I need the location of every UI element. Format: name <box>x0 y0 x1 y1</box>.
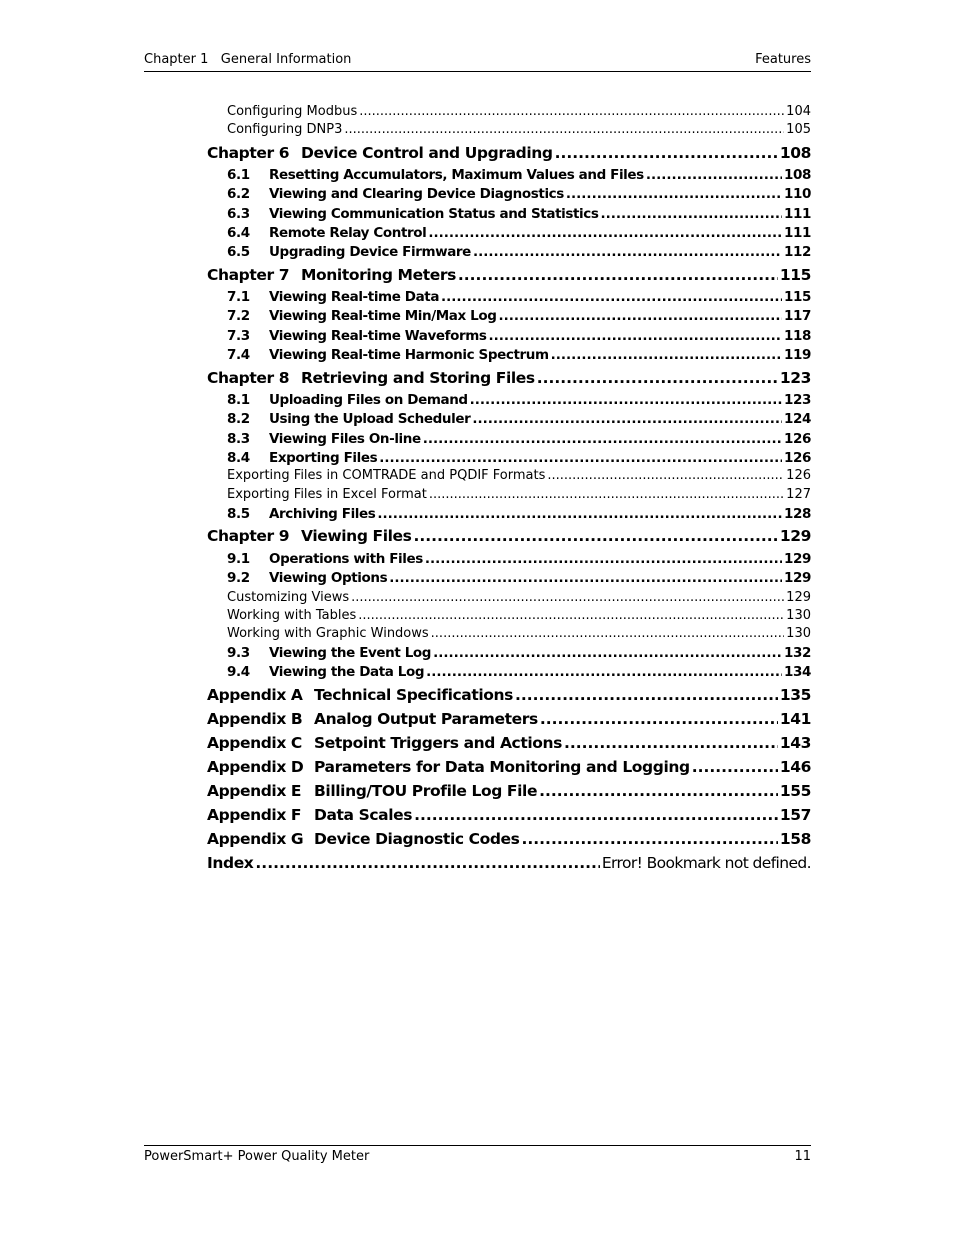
toc-section-entry[interactable] <box>207 450 811 466</box>
header-section-title: Features <box>755 52 811 67</box>
toc-page-number: 143 <box>779 734 811 752</box>
toc-page-number: Error! Bookmark not defined. <box>601 854 811 872</box>
toc-page-number: 141 <box>779 710 811 728</box>
toc-section-entry[interactable] <box>207 664 811 680</box>
toc-page-number: 123 <box>779 369 811 387</box>
toc-entry-title: Configuring DNP3 <box>227 122 343 137</box>
dot-leader <box>601 206 783 222</box>
dot-leader <box>564 734 778 752</box>
toc-entry-title: Parameters for Data Monitoring and Logging <box>314 758 690 776</box>
toc-entry-number: 8.5 <box>227 506 250 522</box>
toc-section-entry[interactable] <box>207 167 811 183</box>
dot-leader <box>379 450 782 466</box>
toc-entry-number: Chapter 9 <box>207 527 290 545</box>
toc-entry-number: Appendix G <box>207 830 304 848</box>
toc-entry-title: Setpoint Triggers and Actions <box>314 734 562 752</box>
dot-leader <box>547 468 784 483</box>
toc-entry-title: Viewing and Clearing Device Diagnostics <box>269 186 564 202</box>
toc-index-entry[interactable] <box>207 854 811 872</box>
toc-entry-text <box>227 328 487 344</box>
toc-page-number: 126 <box>784 450 811 466</box>
toc-chapter-entry[interactable] <box>207 686 811 704</box>
toc-entry-title: Technical Specifications <box>314 686 513 704</box>
toc-subentry[interactable] <box>207 468 811 483</box>
toc-entry-text <box>207 710 538 728</box>
toc-entry-text <box>207 758 690 776</box>
toc-page-number: 129 <box>784 570 811 586</box>
toc-entry-number: Chapter 8 <box>207 369 290 387</box>
toc-page-number: 111 <box>784 225 811 241</box>
toc-section-entry[interactable] <box>207 431 811 447</box>
toc-subentry[interactable] <box>207 487 811 502</box>
dot-leader <box>646 167 782 183</box>
toc-entry-text <box>207 686 513 704</box>
toc-entry-number: 7.3 <box>227 328 250 344</box>
toc-entry-text <box>207 369 535 387</box>
toc-page-number: 104 <box>786 104 811 119</box>
toc-entry-number: Appendix C <box>207 734 302 752</box>
toc-page-number: 111 <box>784 206 811 222</box>
toc-entry-number: 6.4 <box>227 225 250 241</box>
page-footer <box>144 1145 811 1164</box>
toc-entry-title: Viewing Files <box>301 527 412 545</box>
dot-leader <box>358 608 784 623</box>
toc-entry-number: 7.4 <box>227 347 250 363</box>
toc-entry-title: Remote Relay Control <box>269 225 427 241</box>
toc-entry-number: 9.2 <box>227 570 250 586</box>
dot-leader <box>377 506 782 522</box>
toc-entry-title: Viewing Communication Status and Statistics <box>269 206 599 222</box>
toc-page-number: 115 <box>779 266 811 284</box>
toc-entry-text <box>227 244 471 260</box>
toc-entry-text <box>227 206 599 222</box>
toc-entry-text <box>227 551 423 567</box>
toc-section-entry[interactable] <box>207 206 811 222</box>
dot-leader <box>473 244 782 260</box>
toc-entry-title: Configuring Modbus <box>227 104 358 119</box>
dot-leader <box>255 854 599 872</box>
page-header <box>144 51 811 72</box>
toc-page-number: 132 <box>784 645 811 661</box>
toc-chapter-entry[interactable] <box>207 369 811 387</box>
dot-leader <box>441 289 782 305</box>
dot-leader <box>692 758 778 776</box>
toc-page-number: 130 <box>786 626 811 641</box>
toc-chapter-entry[interactable] <box>207 144 811 162</box>
toc-section-entry[interactable] <box>207 411 811 427</box>
toc-page-number: 135 <box>779 686 811 704</box>
toc-entry-title: Device Diagnostic Codes <box>314 830 520 848</box>
toc-entry-title: Upgrading Device Firmware <box>269 244 471 260</box>
toc-page-number: 110 <box>784 186 811 202</box>
toc-subentry[interactable] <box>207 626 811 641</box>
toc-entry-number: 9.3 <box>227 645 250 661</box>
toc-page-number: 112 <box>784 244 811 260</box>
toc-page-number: 157 <box>779 806 811 824</box>
toc-page-number: 108 <box>779 144 811 162</box>
toc-entry-text <box>227 450 377 466</box>
toc-entry-title: Viewing Real-time Data <box>269 289 440 305</box>
toc-entry-title: Exporting Files <box>269 450 378 466</box>
toc-entry-title: Customizing Views <box>227 590 350 605</box>
toc-entry-number: 6.2 <box>227 186 250 202</box>
toc-entry-number: 7.1 <box>227 289 250 305</box>
toc-section-entry[interactable] <box>207 506 811 522</box>
toc-page-number: 129 <box>786 590 811 605</box>
toc-section-entry[interactable] <box>207 308 811 324</box>
toc-entry-text <box>207 734 562 752</box>
toc-page-number: 128 <box>784 506 811 522</box>
toc-entry-number: 7.2 <box>227 308 250 324</box>
toc-chapter-entry[interactable] <box>207 758 811 776</box>
toc-chapter-entry[interactable] <box>207 527 811 545</box>
toc-page-number: 155 <box>779 782 811 800</box>
toc-entry-text <box>207 527 411 545</box>
dot-leader <box>426 664 782 680</box>
dot-leader <box>344 122 784 137</box>
toc-entry-text <box>227 468 545 483</box>
toc-entry-title: Index <box>207 854 254 872</box>
toc-entry-title: Viewing Real-time Waveforms <box>269 328 487 344</box>
dot-leader <box>423 431 782 447</box>
dot-leader <box>489 328 782 344</box>
toc-section-entry[interactable] <box>207 289 811 305</box>
toc-entry-text <box>207 266 456 284</box>
dot-leader <box>428 225 782 241</box>
toc-entry-title: Device Control and Upgrading <box>301 144 553 162</box>
toc-page-number: 118 <box>784 328 811 344</box>
toc-entry-number: Chapter 7 <box>207 266 290 284</box>
toc-entry-text <box>227 590 349 605</box>
dot-leader <box>555 144 778 162</box>
toc-entry-number: 6.1 <box>227 167 250 183</box>
toc-entry-text <box>207 782 537 800</box>
toc-section-entry[interactable] <box>207 186 811 202</box>
header-chapter-title: Chapter 1 General Information <box>144 52 352 67</box>
toc-entry-title: Viewing the Data Log <box>269 664 425 680</box>
dot-leader <box>470 392 782 408</box>
toc-entry-text <box>227 104 357 119</box>
toc-entry-title: Monitoring Meters <box>301 266 456 284</box>
toc-entry-title: Exporting Files in Excel Format <box>227 487 427 502</box>
toc-entry-text <box>227 392 468 408</box>
toc-entry-number: 8.4 <box>227 450 250 466</box>
toc-entry-number: Chapter 6 <box>207 144 290 162</box>
toc-entry-text <box>207 806 412 824</box>
toc-entry-title: Retrieving and Storing Files <box>301 369 535 387</box>
toc-chapter-entry[interactable] <box>207 710 811 728</box>
toc-entry-title: Working with Tables <box>227 608 357 623</box>
dot-leader <box>413 527 777 545</box>
toc-entry-text <box>227 626 429 641</box>
toc-section-entry[interactable] <box>207 244 811 260</box>
toc-chapter-entry[interactable] <box>207 830 811 848</box>
dot-leader <box>431 626 785 641</box>
toc-chapter-entry[interactable] <box>207 266 811 284</box>
toc-entry-number: 8.3 <box>227 431 250 447</box>
toc-entry-title: Operations with Files <box>269 551 423 567</box>
toc-entry-title: Viewing Real-time Harmonic Spectrum <box>269 347 549 363</box>
toc-entry-number: 9.4 <box>227 664 250 680</box>
toc-chapter-entry[interactable] <box>207 782 811 800</box>
dot-leader <box>458 266 778 284</box>
toc-entry-number: 6.5 <box>227 244 250 260</box>
page-number: 11 <box>794 1149 811 1164</box>
toc-entry-text <box>207 830 520 848</box>
toc-page-number: 126 <box>784 431 811 447</box>
toc-entry-title: Viewing Options <box>269 570 388 586</box>
toc-chapter-entry[interactable] <box>207 806 811 824</box>
toc-section-entry[interactable] <box>207 551 811 567</box>
toc-entry-text <box>227 225 426 241</box>
toc-page-number: 123 <box>784 392 811 408</box>
dot-leader <box>515 686 778 704</box>
toc-entry-number: Appendix E <box>207 782 302 800</box>
toc-page-number: 158 <box>779 830 811 848</box>
dot-leader <box>359 104 784 119</box>
toc-subentry[interactable] <box>207 104 811 119</box>
toc-chapter-entry[interactable] <box>207 734 811 752</box>
toc-entry-number: Appendix F <box>207 806 302 824</box>
dot-leader <box>429 487 784 502</box>
toc-entry-number: 9.1 <box>227 551 250 567</box>
dot-leader <box>472 411 782 427</box>
toc-entry-text <box>227 347 549 363</box>
toc-entry-title: Billing/TOU Profile Log File <box>314 782 538 800</box>
dot-leader <box>389 570 782 586</box>
toc-entry-title: Exporting Files in COMTRADE and PQDIF Formats <box>227 468 546 483</box>
toc-entry-title: Using the Upload Scheduler <box>269 411 471 427</box>
toc-section-entry[interactable] <box>207 347 811 363</box>
toc-page-number: 129 <box>779 527 811 545</box>
toc-entry-number: Appendix A <box>207 686 303 704</box>
dot-leader <box>498 308 782 324</box>
toc-page-number: 117 <box>784 308 811 324</box>
toc-entry-title: Archiving Files <box>269 506 376 522</box>
dot-leader <box>414 806 778 824</box>
toc-entry-text <box>207 144 553 162</box>
toc-page-number: 105 <box>786 122 811 137</box>
toc-subentry[interactable] <box>207 590 811 605</box>
toc-entry-number: Appendix B <box>207 710 303 728</box>
toc-page-number: 127 <box>786 487 811 502</box>
toc-entry-title: Working with Graphic Windows <box>227 626 429 641</box>
toc-subentry[interactable] <box>207 122 811 137</box>
dot-leader <box>566 186 782 202</box>
dot-leader <box>537 369 778 387</box>
toc-entry-text <box>227 431 421 447</box>
toc-page-number: 129 <box>784 551 811 567</box>
toc-page-number: 119 <box>784 347 811 363</box>
dot-leader <box>425 551 782 567</box>
toc-entry-number: 8.2 <box>227 411 250 427</box>
toc-entry-number: Appendix D <box>207 758 304 776</box>
dot-leader <box>522 830 778 848</box>
toc-entry-title: Viewing Real-time Min/Max Log <box>269 308 497 324</box>
toc-entry-text <box>227 122 342 137</box>
toc-page-number: 130 <box>786 608 811 623</box>
toc-page-number: 115 <box>784 289 811 305</box>
toc-entry-text <box>227 608 356 623</box>
toc-entry-text <box>227 186 564 202</box>
toc-entry-text <box>227 289 439 305</box>
dot-leader <box>540 710 778 728</box>
toc-entry-text <box>227 411 470 427</box>
toc-section-entry[interactable] <box>207 328 811 344</box>
toc-section-entry[interactable] <box>207 225 811 241</box>
toc-entry-text <box>227 645 431 661</box>
dot-leader <box>351 590 784 605</box>
toc-page-number: 146 <box>779 758 811 776</box>
toc-entry-title: Resetting Accumulators, Maximum Values and Files <box>269 167 644 183</box>
toc-entry-text <box>227 487 427 502</box>
toc-page-number: 134 <box>784 664 811 680</box>
toc-entry-title: Uploading Files on Demand <box>269 392 468 408</box>
toc-entry-text <box>227 167 644 183</box>
toc-entry-text <box>227 570 387 586</box>
footer-product-name: PowerSmart+ Power Quality Meter <box>144 1149 370 1164</box>
toc-subentry[interactable] <box>207 608 811 623</box>
toc-entry-number: 6.3 <box>227 206 250 222</box>
toc-section-entry[interactable] <box>207 570 811 586</box>
toc-section-entry[interactable] <box>207 645 811 661</box>
toc-entry-title: Viewing the Event Log <box>269 645 432 661</box>
toc-entry-title: Analog Output Parameters <box>314 710 538 728</box>
toc-entry-text <box>207 854 253 872</box>
toc-page-number: 108 <box>784 167 811 183</box>
toc-page-number: 124 <box>784 411 811 427</box>
toc-entry-text <box>227 506 375 522</box>
toc-entry-title: Viewing Files On-line <box>269 431 421 447</box>
toc-entry-number: 8.1 <box>227 392 250 408</box>
dot-leader <box>551 347 782 363</box>
dot-leader <box>539 782 778 800</box>
toc-page-number: 126 <box>786 468 811 483</box>
toc-entry-title: Data Scales <box>314 806 413 824</box>
toc-entry-text <box>227 664 424 680</box>
toc-section-entry[interactable] <box>207 392 811 408</box>
dot-leader <box>433 645 782 661</box>
toc-entry-text <box>227 308 496 324</box>
